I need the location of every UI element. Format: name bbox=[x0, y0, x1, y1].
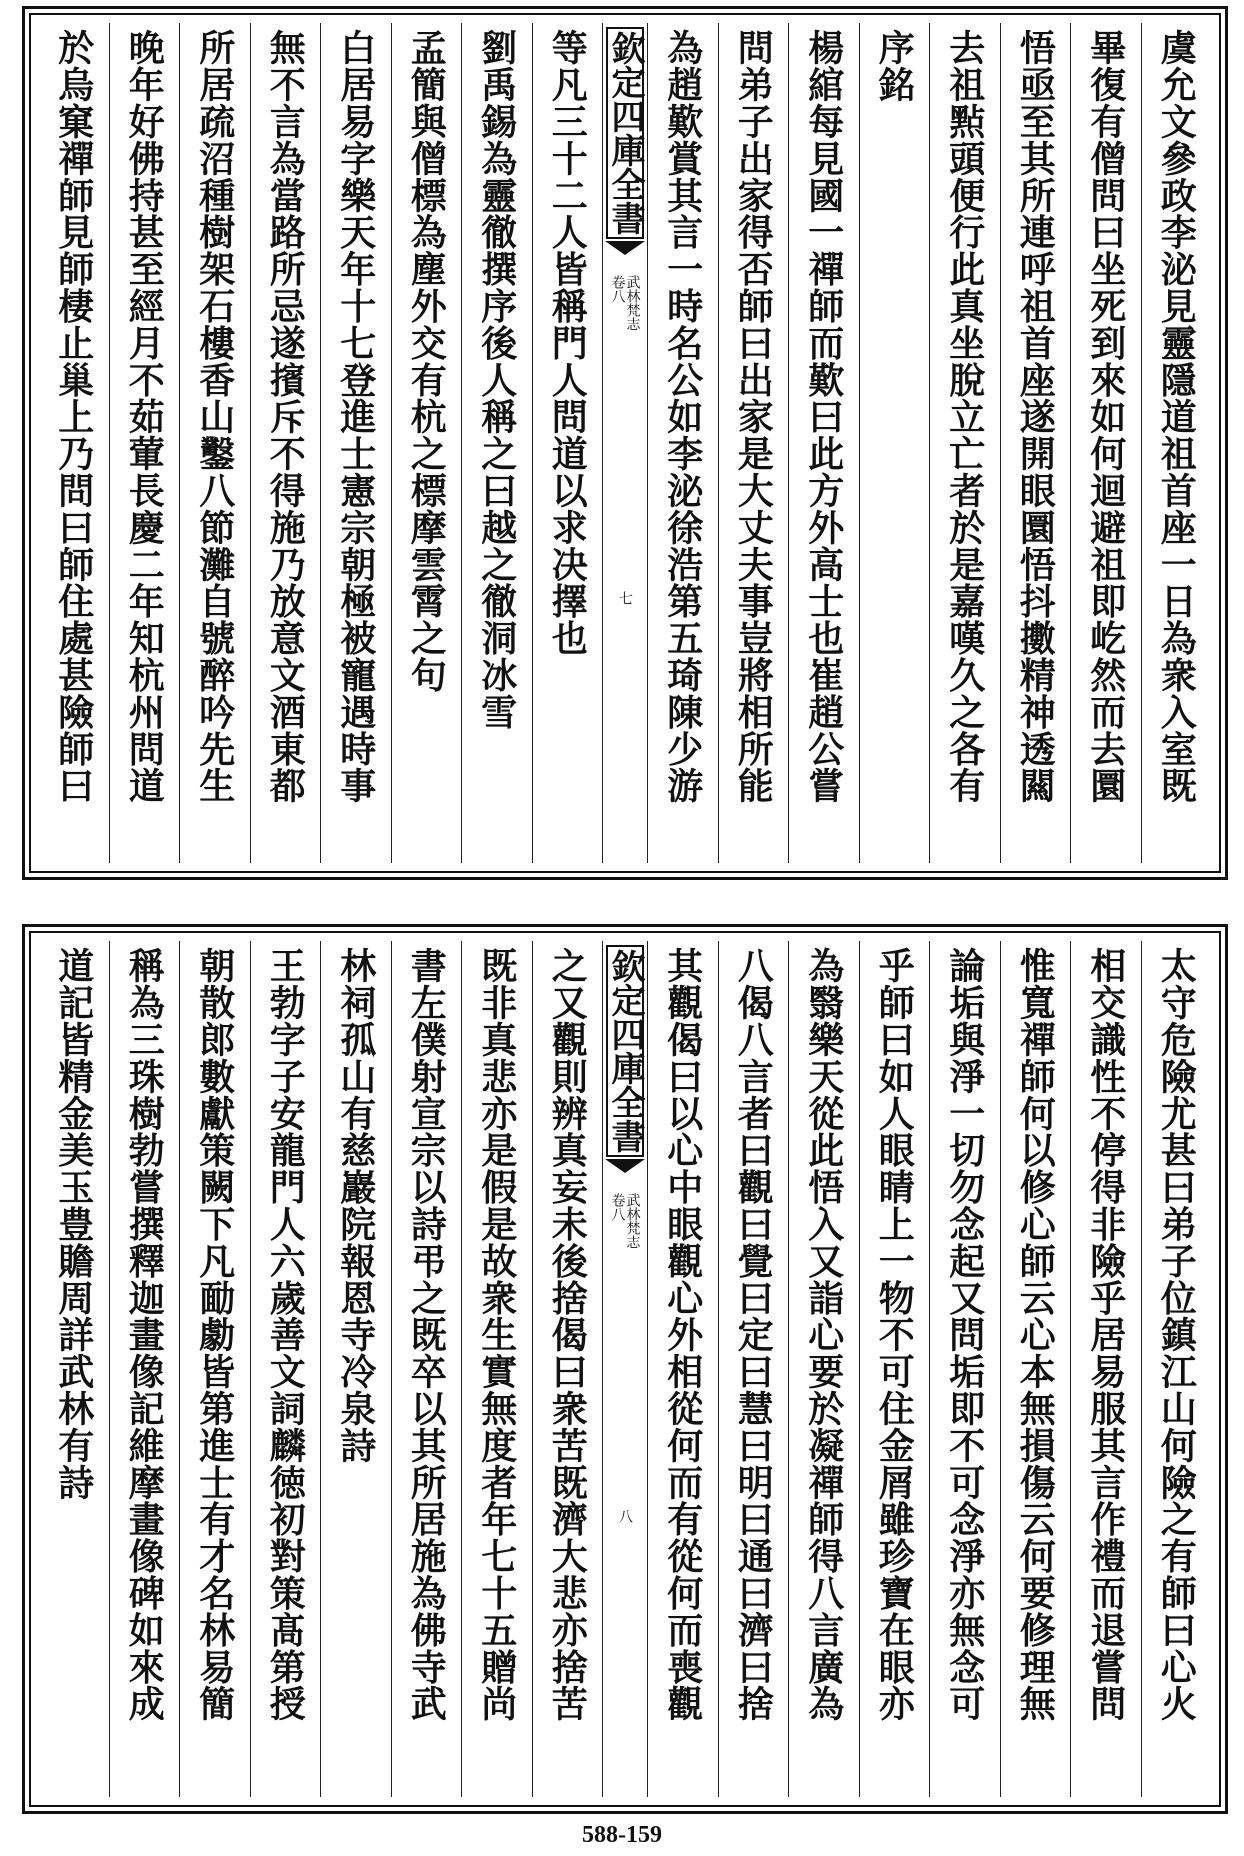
column-text: 於烏窠禪師見師棲止巢上乃問曰師住處甚險師曰 bbox=[52, 29, 95, 804]
text-column bbox=[1141, 941, 1212, 1797]
column-text: 王勃字子安龍門人六歲善文詞麟徳初對策髙第授 bbox=[264, 947, 307, 1722]
text-column bbox=[788, 941, 859, 1797]
column-text: 惟寬禪師何以修心師云心本無損傷云何要修理無 bbox=[1014, 947, 1057, 1722]
column-text: 白居易字樂天年十七登進士憲宗朝極被寵遇時事 bbox=[334, 29, 377, 804]
text-column bbox=[532, 23, 603, 863]
top-page bbox=[22, 6, 1228, 880]
text-column bbox=[647, 23, 718, 863]
text-column bbox=[1070, 941, 1141, 1797]
column-text: 朝散郎數獻策闕下凡勔勮皆第進士有才名林易簡 bbox=[193, 947, 236, 1722]
text-column bbox=[1000, 23, 1071, 863]
bottom-page-columns bbox=[39, 941, 1211, 1797]
center-fold bbox=[602, 23, 647, 863]
column-text: 晚年好佛持甚至經月不茹葷長慶二年知杭州問道 bbox=[123, 29, 166, 804]
column-text: 楊綰每見國一禪師而歎曰此方外高士也崔趙公嘗 bbox=[802, 29, 845, 804]
text-column bbox=[250, 941, 321, 1797]
column-text: 其觀偈曰以心中眼觀心外相從何而有從何而喪觀 bbox=[661, 947, 704, 1722]
column-text: 序銘 bbox=[873, 29, 916, 103]
text-column bbox=[320, 23, 391, 863]
bottom-page bbox=[22, 924, 1228, 1814]
text-column bbox=[859, 941, 930, 1797]
text-column bbox=[109, 941, 180, 1797]
text-column bbox=[179, 23, 250, 863]
text-column bbox=[788, 23, 859, 863]
juan-label: 卷八 bbox=[609, 275, 626, 303]
column-text: 無不言為當路所忌遂擯斥不得施乃放意文酒東都 bbox=[264, 29, 307, 804]
text-column bbox=[39, 941, 109, 1797]
column-text: 所居疏沼種樹架石樓香山鑿八節灘自號醉吟先生 bbox=[193, 29, 236, 804]
text-column bbox=[718, 941, 789, 1797]
column-text: 道記皆精金美玉豊贍周詳武林有詩 bbox=[52, 947, 95, 1501]
fishtail-mark bbox=[605, 1159, 645, 1173]
book-title: 欽定四庫全書 bbox=[606, 27, 644, 239]
column-text: 虞允文參政李泌見靈隱道祖首座一日為衆入室既 bbox=[1155, 29, 1198, 804]
text-column bbox=[320, 941, 391, 1797]
text-column bbox=[39, 23, 109, 863]
text-column bbox=[1141, 23, 1212, 863]
column-text: 問弟子出家得否師曰出家是大丈夫事豈將相所能 bbox=[732, 29, 775, 804]
column-text: 去祖㸃頭便行此真坐脫立亡者於是嘉嘆久之各有 bbox=[943, 29, 986, 804]
page-number: 588-159 bbox=[582, 1822, 662, 1848]
fishtail-mark bbox=[605, 241, 645, 255]
text-column bbox=[391, 941, 462, 1797]
column-text: 太守危險尤甚曰弟子位鎮江山何險之有師曰心火 bbox=[1155, 947, 1198, 1722]
text-column bbox=[647, 941, 718, 1797]
text-column bbox=[391, 23, 462, 863]
volume-label bbox=[611, 275, 640, 331]
column-text: 劉禹錫為靈徹撰序後人稱之曰越之徹洞冰雪 bbox=[475, 29, 518, 731]
book-title: 欽定四庫全書 bbox=[606, 945, 644, 1157]
column-text: 林祠孤山有慈巖院報恩寺冷泉詩 bbox=[334, 947, 377, 1464]
column-text: 書左僕射宣宗以詩弔之既卒以其所居施為佛寺武 bbox=[405, 947, 448, 1722]
column-text: 悟亟至其所連呼祖首座遂開眼圜悟抖擻精神透闗 bbox=[1014, 29, 1057, 804]
text-column bbox=[929, 23, 1000, 863]
center-fold bbox=[602, 941, 647, 1797]
text-column bbox=[718, 23, 789, 863]
column-text: 八偈八言者曰觀曰覺曰定曰慧曰明曰通曰濟曰捨 bbox=[732, 947, 775, 1722]
column-text: 乎師曰如人眼睛上一物不可住金屑雖珍寶在眼亦 bbox=[873, 947, 916, 1722]
column-text: 為翳樂天從此悟入又詣心要於凝禪師得八言廣為 bbox=[802, 947, 845, 1722]
column-text: 為趙歎賞其言一時名公如李泌徐浩第五琦陳少游 bbox=[661, 29, 704, 804]
column-text: 論垢與淨一切勿念起又問垢即不可念淨亦無念可 bbox=[943, 947, 986, 1722]
collection-title: 武林梵志 bbox=[624, 1193, 641, 1249]
top-page-columns bbox=[39, 23, 1211, 863]
column-text: 畢復有僧問曰坐死到來如何迴避祖即屹然而去圜 bbox=[1084, 29, 1127, 804]
column-text: 之又觀則辨真妄未後捨偈曰衆苦既濟大悲亦捨苦 bbox=[546, 947, 589, 1722]
folio-number: 八 bbox=[617, 1509, 633, 1523]
text-column bbox=[250, 23, 321, 863]
text-column bbox=[1000, 941, 1071, 1797]
column-text: 稱為三珠樹勃嘗撰釋迦畫像記維摩畫像碑如來成 bbox=[123, 947, 166, 1722]
text-column bbox=[461, 23, 532, 863]
text-column bbox=[109, 23, 180, 863]
text-column bbox=[179, 941, 250, 1797]
folio-number: 七 bbox=[617, 591, 633, 605]
column-text: 既非真悲亦是假是故衆生實無度者年七十五贈尚 bbox=[475, 947, 518, 1722]
column-text: 相交識性不停得非險乎居易服其言作禮而退嘗問 bbox=[1084, 947, 1127, 1722]
juan-label: 卷八 bbox=[609, 1193, 626, 1221]
text-column bbox=[859, 23, 930, 863]
column-text: 孟簡與僧標為塵外交有杭之標摩雲霄之句 bbox=[405, 29, 448, 694]
collection-title: 武林梵志 bbox=[624, 275, 641, 331]
text-column bbox=[1070, 23, 1141, 863]
volume-label bbox=[611, 1193, 640, 1249]
text-column bbox=[929, 941, 1000, 1797]
text-column bbox=[461, 941, 532, 1797]
text-column bbox=[532, 941, 603, 1797]
column-text: 等凡三十二人皆稱門人問道以求决擇也 bbox=[546, 29, 589, 657]
